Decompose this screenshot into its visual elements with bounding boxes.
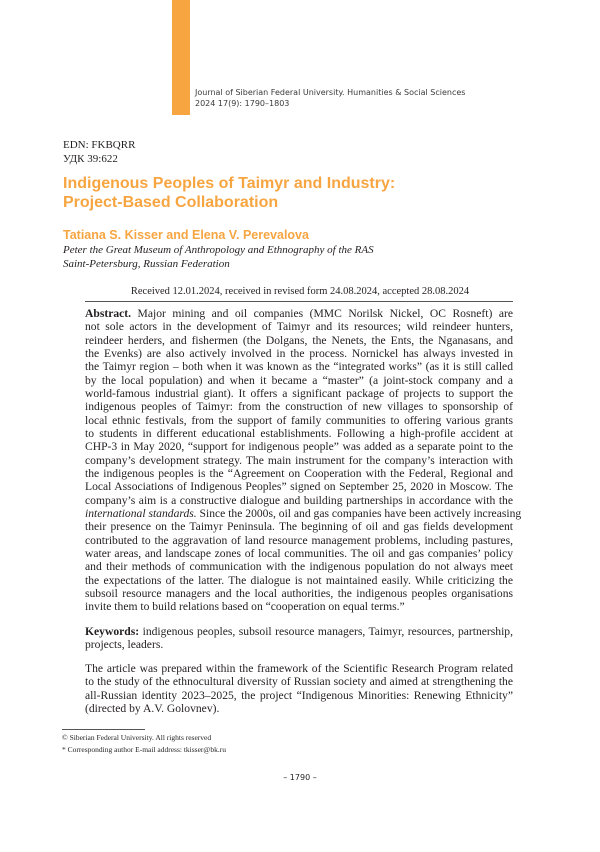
funding-line: The article was prepared within the framework of the Scientific Research Program related xyxy=(85,662,513,675)
abstract-line: and their methods of communication with the indigenous population do not always meet xyxy=(85,560,513,574)
abstract-italic: international standards. xyxy=(85,506,197,520)
affiliation: Peter the Great Museum of Anthropology and Ethnography of the RAS xyxy=(63,244,374,256)
keywords-line: projects, leaders. xyxy=(85,638,164,652)
abstract-line: the indigenous peoples is the “Agreement on Cooperation with the Federal, Regional and xyxy=(85,466,513,480)
funding-line: all-Russian identity 2023–2025, the project “Indigenous Minorities: Renewing Ethnicity” xyxy=(85,688,513,702)
abstract-line: invite them to build relations based on “cooperation on equal terms.” xyxy=(85,600,405,614)
abstract-line: subsoil resource managers and the local authorities, the indigenous peoples organisations xyxy=(85,586,513,600)
abstract-line: company’s aim is a constructive dialogue and building partnerships in accordance with the xyxy=(85,493,513,507)
abstract-line: water areas, and landscape zones of local communities. The oil and gas companies’ policy xyxy=(85,546,513,560)
abstract-line: Local Associations of Indigenous Peoples” signed on September 25, 2020 in Moscow. The xyxy=(85,480,513,494)
article-title-line2: Project-Based Collaboration xyxy=(63,194,279,211)
received-dates: Received 12.01.2024, received in revised form 24.08.2024, accepted 28.08.2024 xyxy=(130,286,470,297)
page-number: – 1790 – xyxy=(283,773,317,782)
article-title-line1: Indigenous Peoples of Taimyr and Industry: xyxy=(63,175,396,192)
abstract-line: their presence on the Taimyr Peninsula. The beginning of oil and gas fields development xyxy=(85,520,513,534)
udk: УДК 39:622 xyxy=(63,153,118,165)
abstract-label: Abstract. xyxy=(85,307,132,320)
abstract-line: indigenous peoples of Taimyr: from the construction of new villages to sponsorship of xyxy=(85,400,513,414)
journal-name: Journal of Siberian Federal University. Humanities & Social Sciences xyxy=(195,88,466,97)
abstract-line: company’s development strategy. The main instrument for the company’s interaction with xyxy=(85,453,513,467)
abstract-line: local ethnic festivals, from the support of family communities to offering various grants xyxy=(85,413,513,427)
keywords-line: indigenous peoples, subsoil resource managers, Taimyr, resources, partnership, xyxy=(139,625,513,638)
authors: Tatiana S. Kisser and Elena V. Perevalova xyxy=(63,228,309,242)
copyright-footnote: © Siberian Federal University. All rights reserved xyxy=(62,733,212,742)
footnote-divider xyxy=(62,729,145,730)
abstract-line: world-famous industrial giant). It offers a significant package of projects to support the xyxy=(85,386,513,400)
abstract-line: not sole actors in the development of Taimyr and its resources; wild reindeer hunters, xyxy=(85,320,513,334)
funding-line: (directed by A.V. Golovnev). xyxy=(85,701,220,715)
abstract-line: reindeer herders, and fishermen (the Dolgans, the Nenets, the Ents, the Nganasans, and xyxy=(85,333,513,347)
abstract-line: Since the 2000s, oil and gas companies have been actively increasing xyxy=(196,506,522,520)
location: Saint-Petersburg, Russian Federation xyxy=(63,258,230,270)
abstract-line: to students in different educational establishments. Following a high-profile accident at xyxy=(85,426,513,440)
abstract xyxy=(85,307,522,614)
keywords xyxy=(85,625,513,652)
corresponding-author-footnote: * Corresponding author E-mail address: tkisser@bk.ru xyxy=(62,745,226,754)
funding-note xyxy=(85,662,513,715)
edn: EDN: FKBQRR xyxy=(63,139,136,151)
divider xyxy=(85,301,513,302)
abstract-line: by the local population) and when it became a “master” (a joint-stock company and a xyxy=(85,373,513,387)
journal-issue: 2024 17(9): 1790–1803 xyxy=(195,99,290,108)
abstract-line: the expectations of the latter. The dialogue is not maintained easily. While criticizing the xyxy=(85,573,513,587)
funding-line: to the study of the ethnocultural diversity of Russian society and aimed at strengthening the xyxy=(85,675,513,689)
abstract-line: contributed to the aggravation of land resource management problems, including pastures, xyxy=(85,533,513,547)
abstract-line: CHP-3 in May 2020, “support for indigenous people” was added as a separate point to the xyxy=(85,440,513,454)
journal-accent-bar xyxy=(172,0,190,115)
abstract-line: the Taimyr region – both when it was known as the “integrated works” (as it is still called xyxy=(85,360,513,374)
keywords-label: Keywords: xyxy=(85,625,140,638)
abstract-line: Major mining and oil companies (MMC Norilsk Nickel, OC Rosneft) are xyxy=(131,307,513,320)
abstract-line: the Evenks) are also actively involved in the process. Nornickel has always invested in xyxy=(85,346,513,360)
